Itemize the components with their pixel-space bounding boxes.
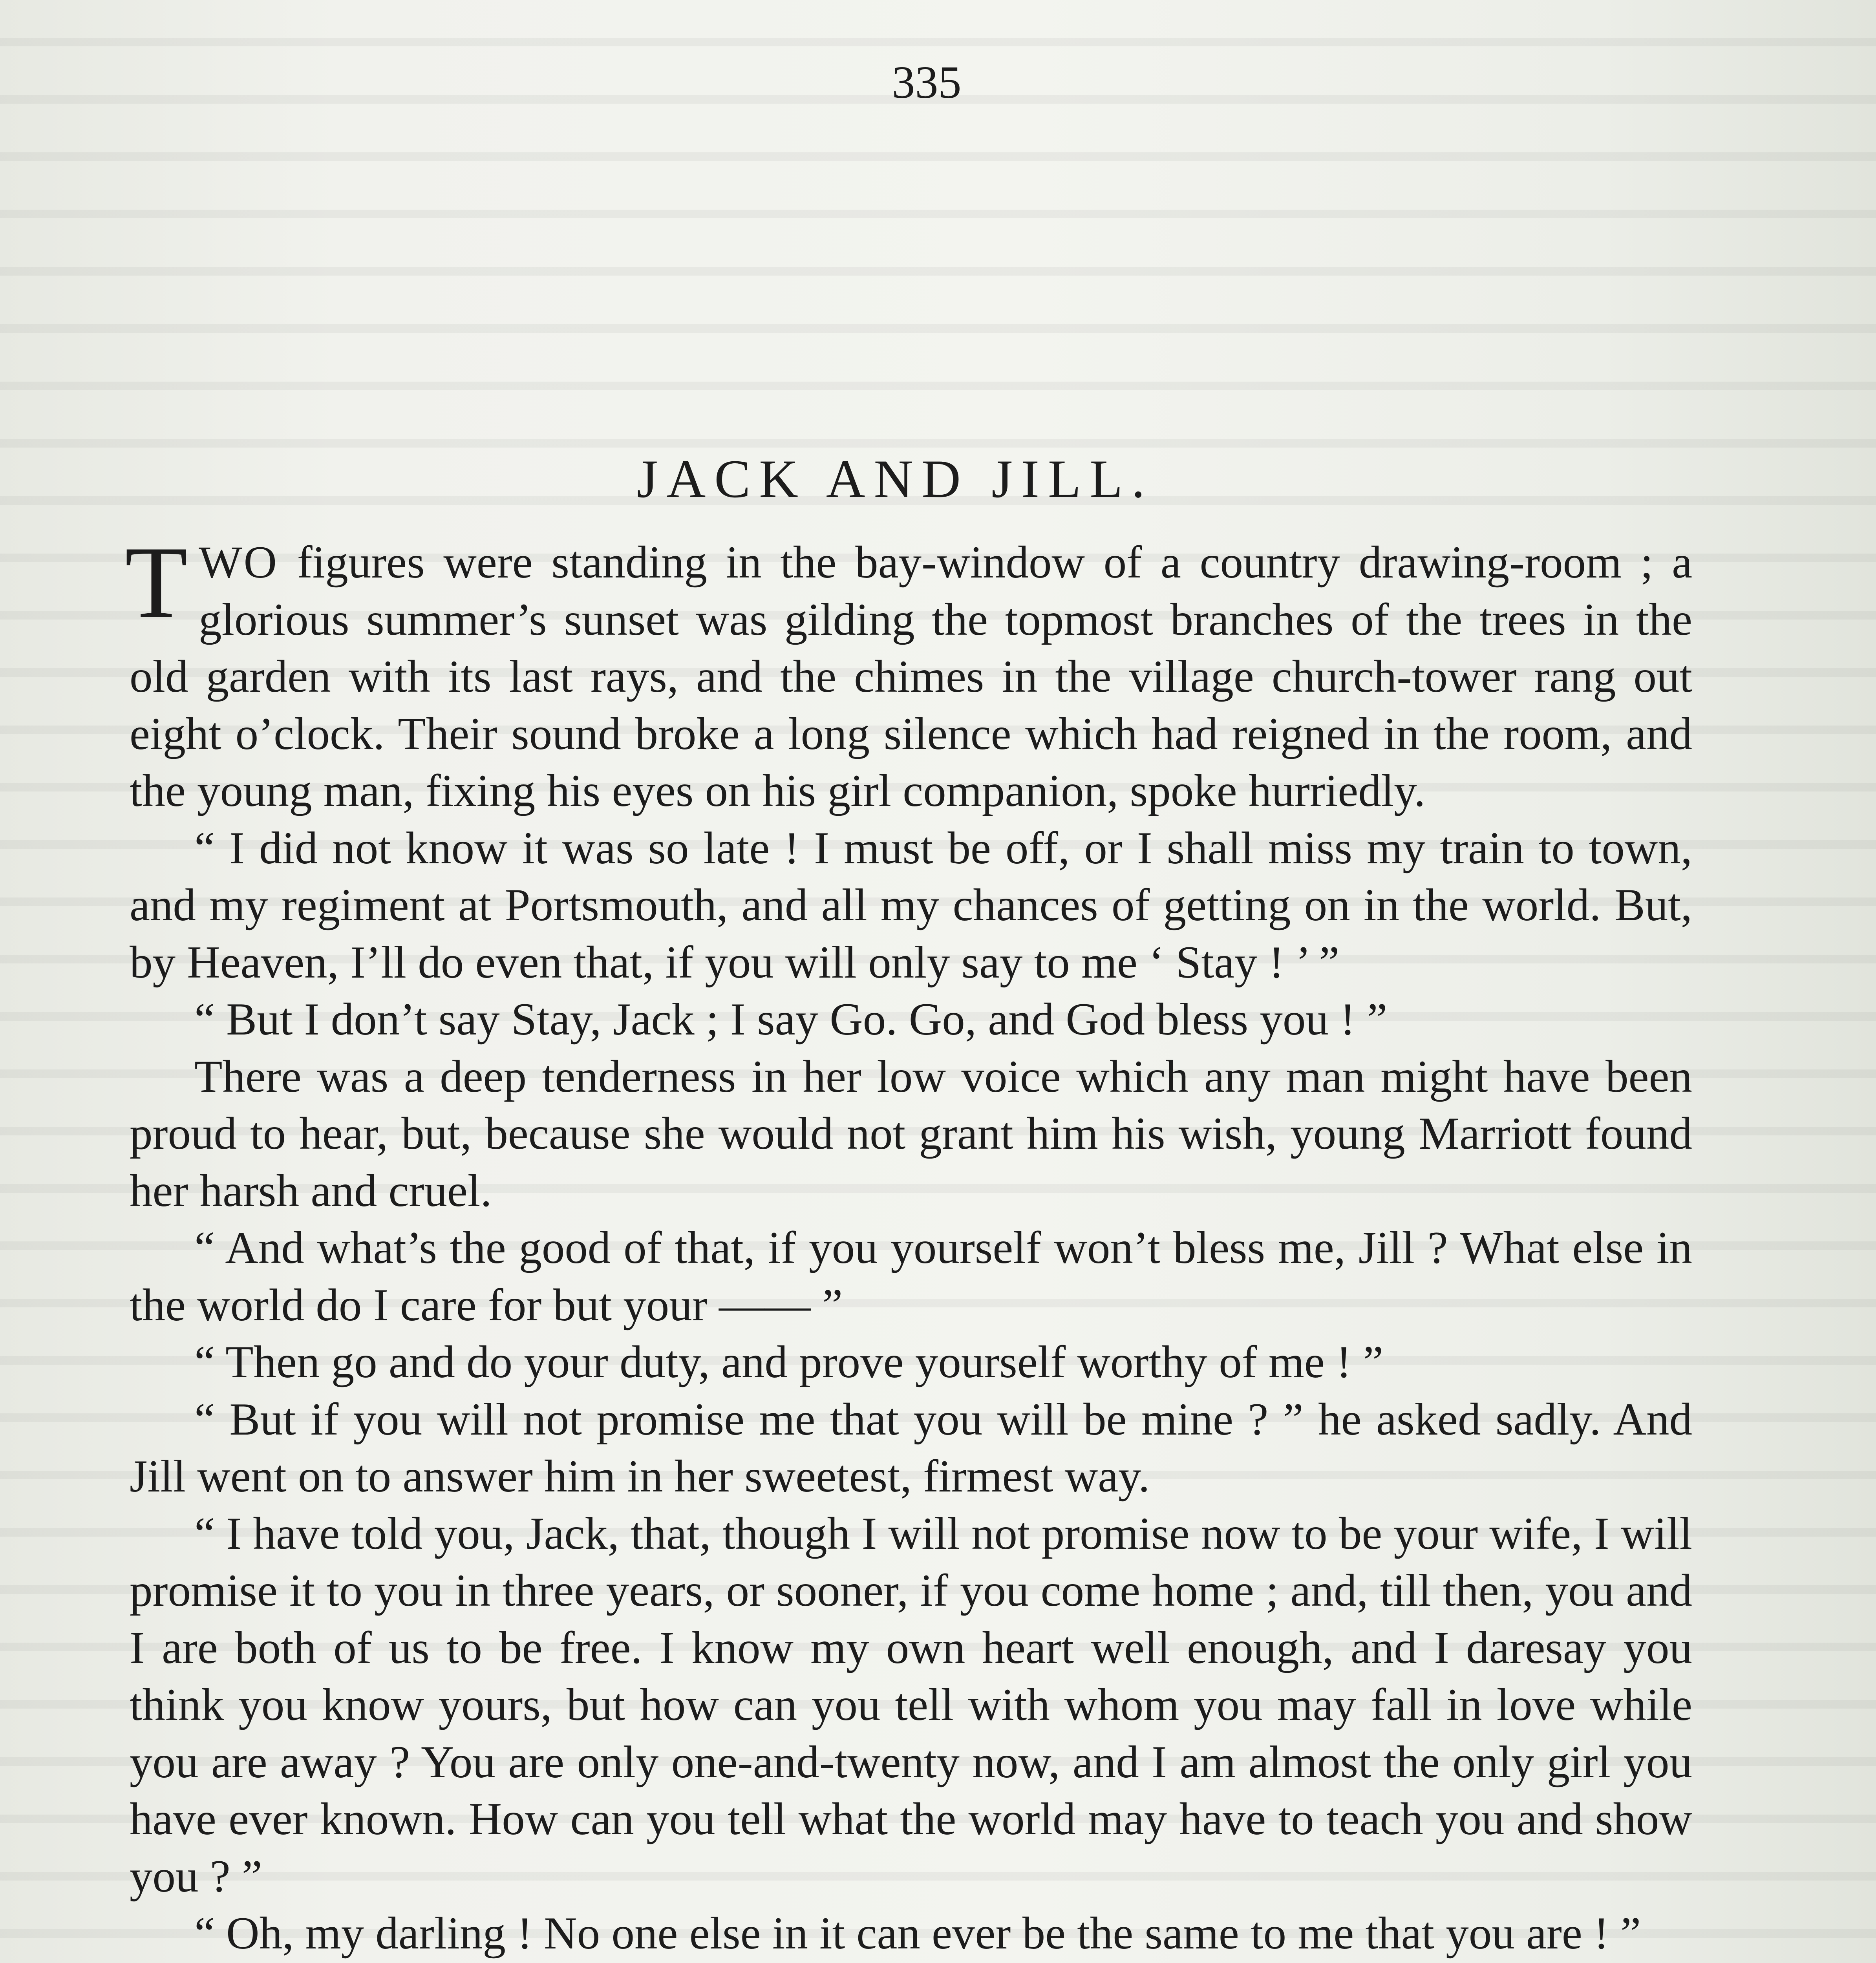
story-body: [125, 525, 1692, 1963]
story-title: JACK AND JILL.: [636, 449, 1154, 509]
opening-small-caps: WO: [199, 537, 278, 588]
paragraph: “ But if you will not promise me that you will be mine ? ” he asked sadly. And Jill went on to answer him in her sweetest, firmest way.: [130, 1394, 1692, 1502]
paragraph: “ I have told you, Jack, that, though I will not promise now to be your wife, I will promise it to you in three years, or sooner, if you come home ; and, till then, you and I are both of us to be free. I know my own heart well enough, and I daresay you think you know yours, but how can you tell with whom you may fall in love while you are away ? You are only one-and-twenty now, and I am almost the only girl you have ever known. How can you tell what the world may have to teach you and show you ? ”: [130, 1508, 1692, 1902]
opening-paragraph: [125, 525, 1692, 820]
paragraph: “ I did not know it was so late ! I must be off, or I shall miss my train to town, and my regiment at Portsmouth, and all my chances of getting on in the world. But, by Heaven, I’ll do even that, if you will only say to me ‘ Stay ! ’ ”: [130, 822, 1692, 988]
paragraph: “ Then go and do your duty, and prove yourself worthy of me ! ”: [194, 1337, 1384, 1387]
page-number: 335: [892, 57, 962, 108]
paragraph: There was a deep tenderness in her low voice which any man might have been proud to hear, but, because she would not grant him his wish, young Marriott found her harsh and cruel.: [130, 1051, 1692, 1216]
drop-cap: T: [125, 525, 188, 639]
opening-text: figures were standing in the bay-window of a country drawing-room ; a glorious summer’s sunset was gilding the topmost branches of the trees in the old garden with its last rays, and the chimes in the village church-tower rang out eight o’clock. Their sound broke a long silence which had reigned in the room, and the young man, fixing his eyes on his girl companion, spoke hurriedly.: [130, 537, 1692, 816]
paragraph: “ But I don’t say Stay, Jack ; I say Go. Go, and God bless you ! ”: [194, 994, 1388, 1045]
paragraph: “ And what’s the good of that, if you yourself won’t bless me, Jill ? What else in the world do I care for but your —— ”: [130, 1223, 1692, 1331]
paragraph: “ Oh, my darling ! No one else in it can ever be the same to me that you are ! ”: [194, 1908, 1641, 1959]
